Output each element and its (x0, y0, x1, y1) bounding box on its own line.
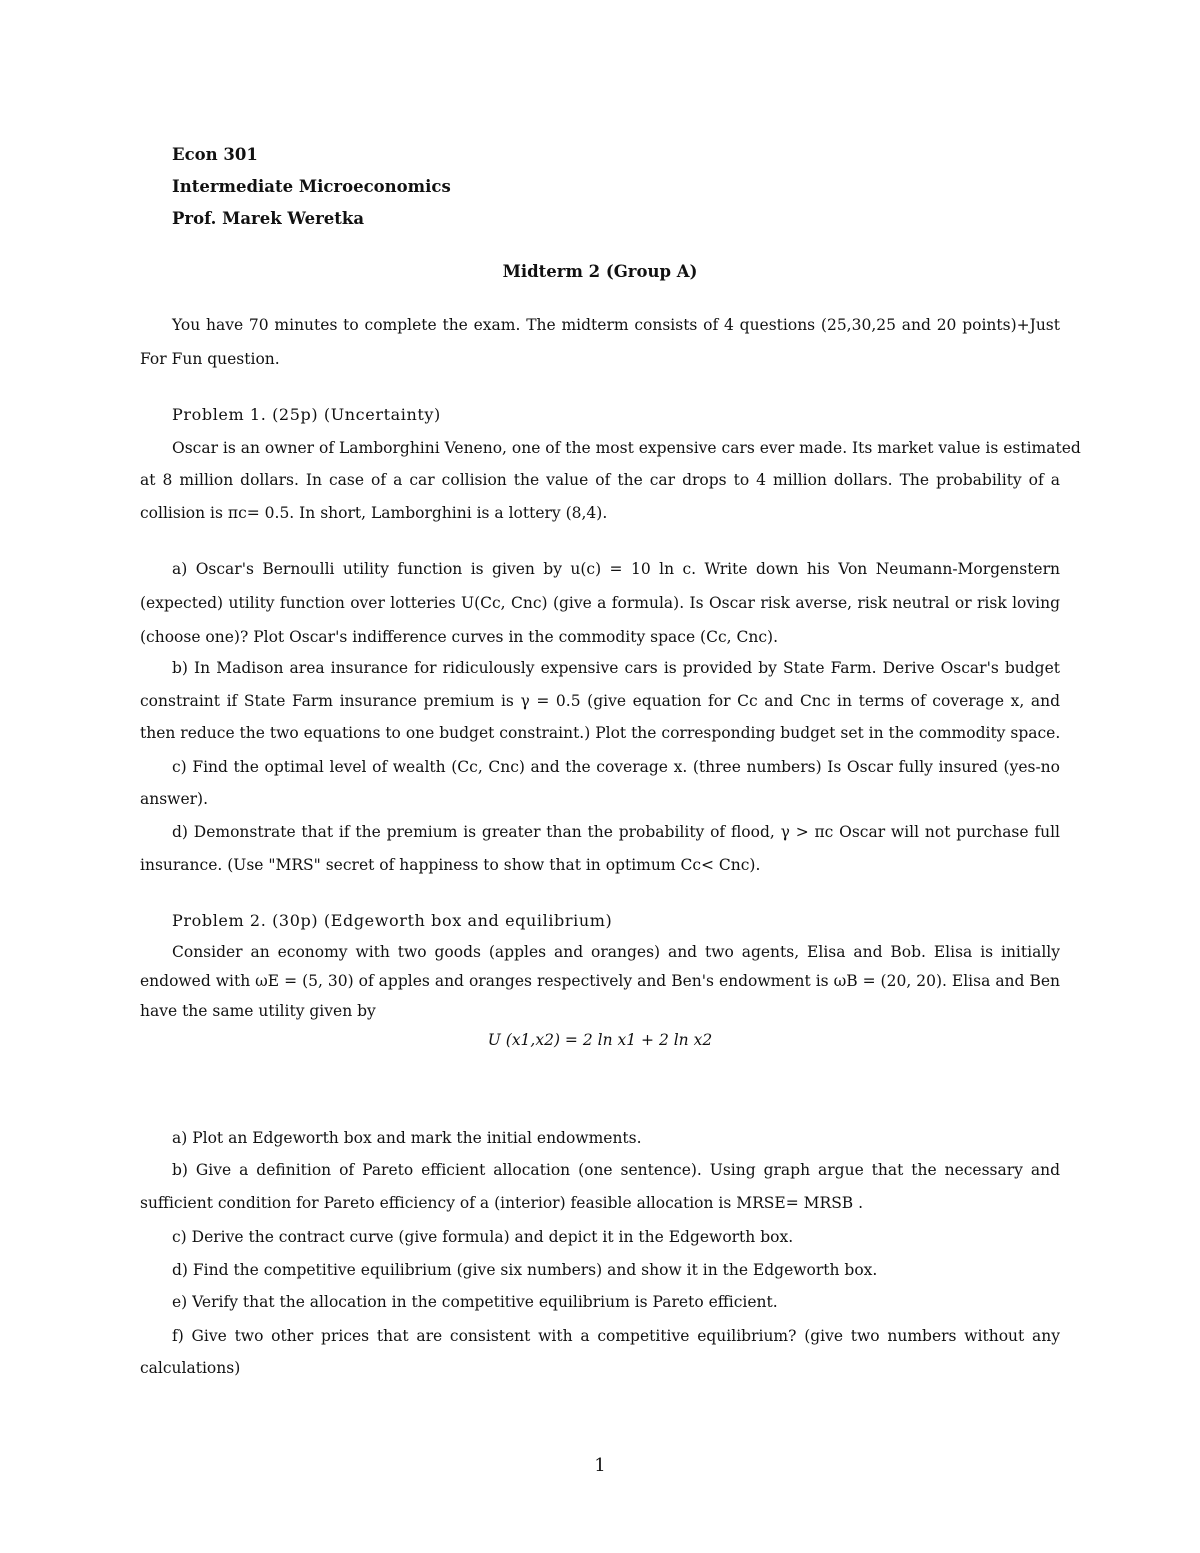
problem-1-part-b-line: then reduce the two equations to one budget constraint.) Plot the corresponding budget set in the commodity space. (140, 724, 1061, 742)
problem-2-part-b-line: b) Give a definition of Pareto efficient allocation (one sentence). Using graph argue that the necessary and (172, 1161, 1060, 1179)
problem-1-part-a-line: a) Oscar's Bernoulli utility function is given by u(c) = 10 ln c. Write down his Von Neumann-Morgenstern (172, 560, 1060, 578)
course-code: Econ 301 (172, 145, 258, 164)
problem-1-part-a-line: (choose one)? Plot Oscar's indifference curves in the commodity space (Cc, Cnc). (140, 628, 778, 646)
problem-2-part-d: d) Find the competitive equilibrium (give six numbers) and show it in the Edgeworth box. (172, 1261, 878, 1279)
page-number: 1 (594, 1455, 606, 1476)
professor-name: Prof. Marek Weretka (172, 209, 365, 228)
problem-2-part-a: a) Plot an Edgeworth box and mark the initial endowments. (172, 1129, 642, 1147)
intro-line-2: For Fun question. (140, 350, 280, 368)
problem-2-part-e: e) Verify that the allocation in the competitive equilibrium is Pareto efficient. (172, 1293, 778, 1311)
problem-1-part-d-line: d) Demonstrate that if the premium is greater than the probability of flood, γ > πc Oscar will not purchase full (172, 823, 1060, 841)
problem-1-text-line: at 8 million dollars. In case of a car collision the value of the car drops to 4 million dollars. The probability of a (140, 471, 1060, 489)
problem-1-text-line: collision is πc= 0.5. In short, Lamborghini is a lottery (8,4). (140, 504, 608, 522)
problem-2-title: Problem 2. (30p) (Edgeworth box and equilibrium) (172, 911, 613, 930)
problem-1-part-d-line: insurance. (Use "MRS" secret of happiness to show that in optimum Cc< Cnc). (140, 856, 761, 874)
course-name: Intermediate Microeconomics (172, 177, 451, 196)
problem-2-text-line: Consider an economy with two goods (apples and oranges) and two agents, Elisa and Bob. Elisa is initially (172, 943, 1060, 961)
problem-2-part-c: c) Derive the contract curve (give formula) and depict it in the Edgeworth box. (172, 1228, 794, 1246)
problem-2-text-line: have the same utility given by (140, 1002, 376, 1020)
exam-title: Midterm 2 (Group A) (502, 262, 698, 281)
utility-equation: U (x1,x2) = 2 ln x1 + 2 ln x2 (487, 1031, 713, 1049)
problem-1-part-b-line: b) In Madison area insurance for ridiculously expensive cars is provided by State Farm. Derive Oscar's budget (172, 659, 1060, 677)
problem-2-part-f-line: f) Give two other prices that are consistent with a competitive equilibrium? (give two numbers without any (172, 1327, 1060, 1345)
problem-1-title: Problem 1. (25p) (Uncertainty) (172, 405, 441, 424)
problem-1-text-line: Oscar is an owner of Lamborghini Veneno, one of the most expensive cars ever made. Its market value is estimated (172, 439, 1081, 457)
problem-1-part-c-line: answer). (140, 790, 209, 808)
problem-1-part-b-line: constraint if State Farm insurance premium is γ = 0.5 (give equation for Cc and Cnc in terms of coverage x, and (140, 692, 1060, 710)
problem-1-part-c-line: c) Find the optimal level of wealth (Cc, Cnc) and the coverage x. (three numbers) Is Oscar fully insured (yes-no (172, 758, 1060, 776)
problem-2-text-line: endowed with ωE = (5, 30) of apples and oranges respectively and Ben's endowment is ωB = (20, 20). Elisa and Ben (140, 972, 1060, 990)
problem-1-part-a-line: (expected) utility function over lotteries U(Cc, Cnc) (give a formula). Is Oscar risk averse, risk neutral or risk loving (140, 594, 1060, 612)
intro-line-1: You have 70 minutes to complete the exam. The midterm consists of 4 questions (25,30,25 and 20 points)+Just (172, 316, 1060, 334)
problem-2-part-f-line: calculations) (140, 1359, 241, 1377)
problem-2-part-b-line: sufficient condition for Pareto efficiency of a (interior) feasible allocation is MRSE= MRSB . (140, 1194, 864, 1212)
